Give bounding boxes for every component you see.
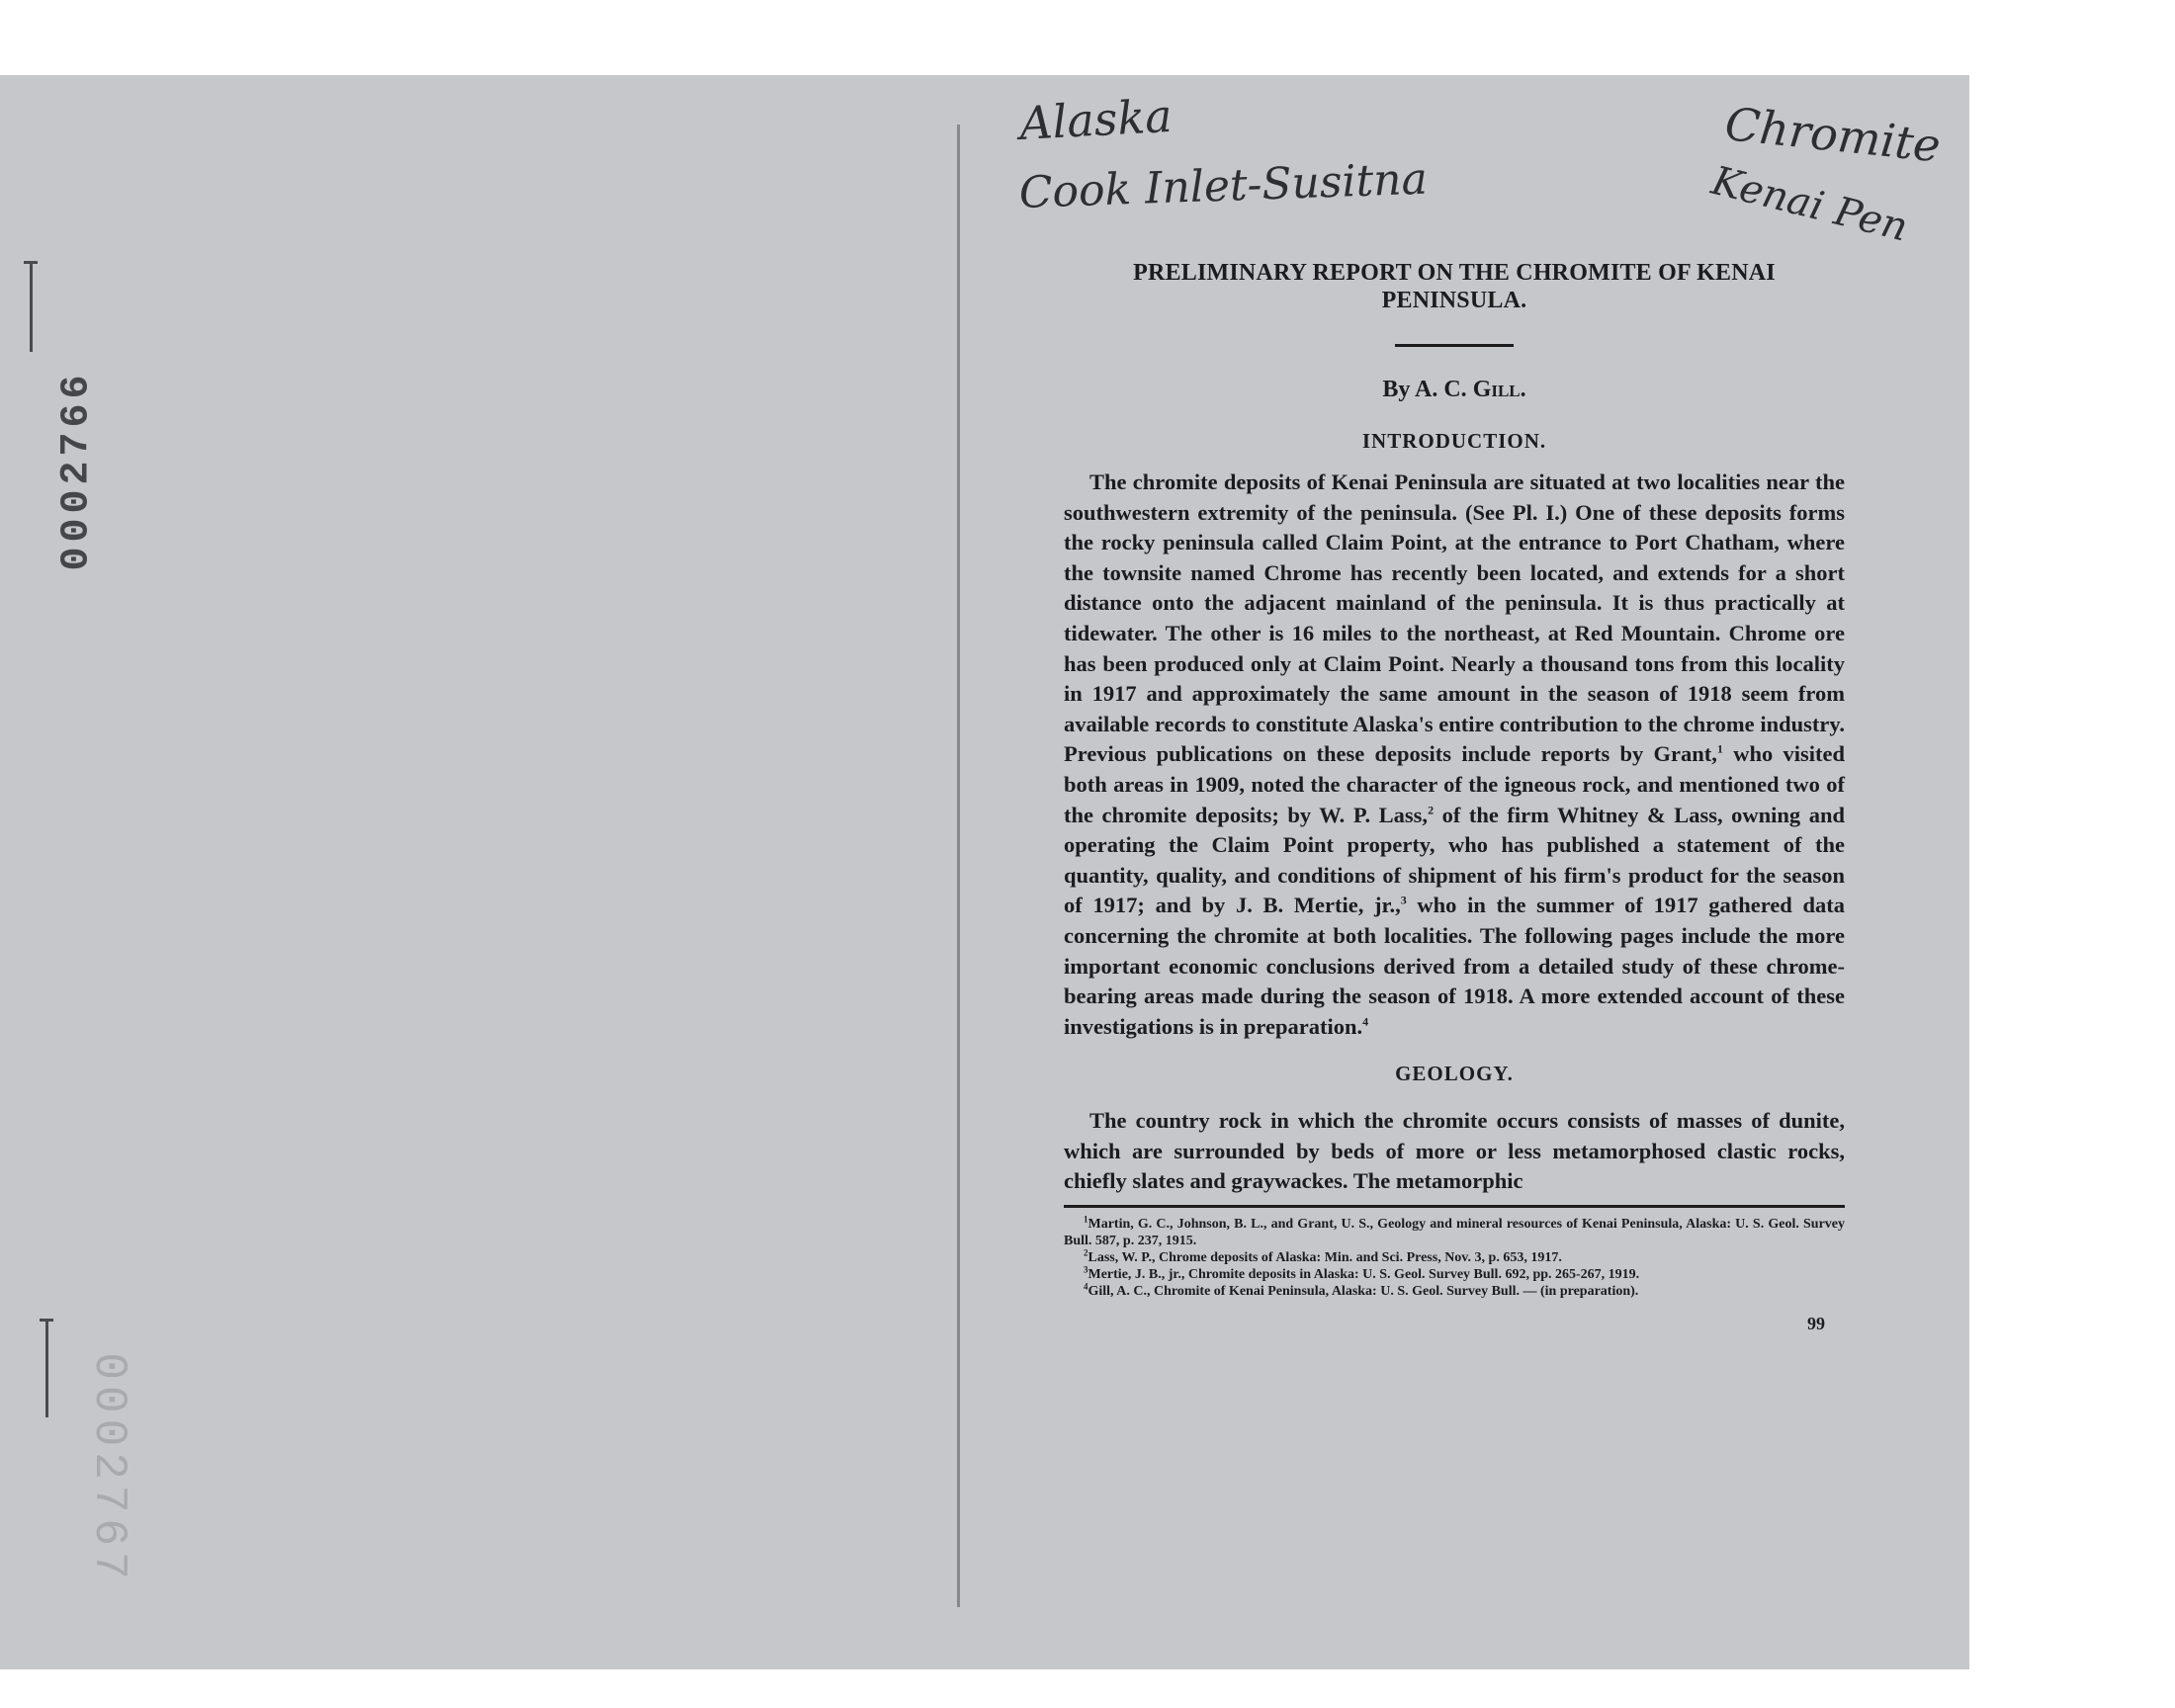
geology-heading: GEOLOGY.	[1395, 1062, 1514, 1086]
article-byline	[1064, 377, 1845, 403]
page-fold-line	[957, 125, 960, 1607]
page-number: 99	[1807, 1314, 1825, 1334]
geology-paragraph: The country rock in which the chromite occurs consists of masses of dunite, which are surrounded by beds of more or less metamorphosed clastic rocks, chiefly slates and graywackes. The metamorphic	[1064, 1108, 1845, 1194]
footnote-mark: 1	[1084, 1214, 1088, 1225]
handwritten-commodity-label: Chromite	[1722, 97, 1944, 173]
footnote	[1064, 1266, 1845, 1283]
footnote	[1064, 1216, 1845, 1249]
footnote	[1064, 1283, 1845, 1300]
footnote-ref-4: 4	[1362, 1014, 1369, 1029]
handwritten-region-label: Alaska	[1018, 88, 1174, 150]
spine-bracket-top	[30, 261, 33, 352]
footnote-divider	[1064, 1205, 1845, 1208]
footnote-text: Martin, G. C., Johnson, B. L., and Grant, U. S., Geology and mineral resources of Kenai Peninsula, Alaska: U. S. Geol. Survey Bull. 587, p. 237, 1915.	[1064, 1217, 1845, 1249]
byline-prefix: By A. C.	[1382, 377, 1467, 402]
footnote-text: Gill, A. C., Chromite of Kenai Peninsula, Alaska: U. S. Geol. Survey Bull. — (in preparation).	[1088, 1284, 1639, 1300]
intro-text-1: The chromite deposits of Kenai Peninsula are situated at two localities near the southwestern extremity of the peninsula. (See Pl. I.) One of these deposits forms the rocky peninsula called Claim Point, at the entrance to Port Chatham, where the townsite named Chrome has recently been located, and extends for a short distance onto the adjacent mainland of the peninsula. It is thus practically at tidewater. The other is 16 miles to the northeast, at Red Mountain. Chrome ore has been produced only at Claim Point. Nearly a thousand tons from this locality in 1917 and approximately the same amount in the season of 1918 seem from available records to constitute Alaska's entire contribution to the chrome industry. Previous publications on these deposits include reports by Grant,	[1064, 470, 1845, 767]
footnote-mark: 3	[1084, 1264, 1088, 1275]
byline-author-name: Gill.	[1472, 377, 1526, 402]
footnote-ref-2: 2	[1428, 803, 1435, 817]
spine-accession-number: 0002766	[54, 370, 100, 571]
article-title: PRELIMINARY REPORT ON THE CHROMITE OF KENAI PENINSULA.	[1133, 260, 1776, 313]
spine-bracket-bottom-cap	[40, 1319, 53, 1322]
intro-text-2: who visited both areas in 1909, noted the character of the igneous rock, and mentioned two of the chromite deposits; by W. P. Lass,	[1064, 741, 1845, 827]
footnote-text: Mertie, J. B., jr., Chromite deposits in Alaska: U. S. Geol. Survey Bull. 692, pp. 265-267, 1919.	[1088, 1267, 1640, 1283]
footnote-ref-1: 1	[1716, 741, 1723, 756]
footnote-ref-3: 3	[1400, 893, 1407, 907]
handwritten-district-label: Cook Inlet-Susitna	[1018, 153, 1429, 218]
spine-bracket-bottom	[45, 1319, 48, 1417]
introduction-paragraph	[1064, 468, 1845, 1042]
title-divider	[1395, 344, 1514, 347]
spine-bracket-top-cap	[24, 261, 38, 264]
introduction-heading: INTRODUCTION.	[1361, 429, 1547, 453]
footnote-mark: 4	[1084, 1281, 1088, 1292]
intro-text-4: who in the summer of 1917 gathered data concerning the chromite at both localities. The following pages include the more important economic conclusions derived from a detailed study of these chrome-bearing areas made during the season of 1918. A more extended account of these investigations is in preparation.	[1064, 893, 1845, 1039]
intro-text-3: of the firm Whitney & Lass, owning and operating the Claim Point property, who has published a statement of the quantity, quality, and conditions of shipment of his firm's product for the season of 1917; and by J. B. Mertie, jr.,	[1064, 802, 1845, 918]
article-page	[1064, 259, 1845, 1334]
spine-ghost-number: 0002767	[83, 1352, 134, 1585]
footnote	[1064, 1249, 1845, 1266]
handwritten-area-label: Kenai Pen	[1706, 158, 1913, 251]
footnote-text: Lass, W. P., Chrome deposits of Alaska: Min. and Sci. Press, Nov. 3, p. 653, 1917.	[1088, 1250, 1562, 1266]
footnotes	[1064, 1216, 1845, 1300]
footnote-mark: 2	[1084, 1247, 1088, 1258]
